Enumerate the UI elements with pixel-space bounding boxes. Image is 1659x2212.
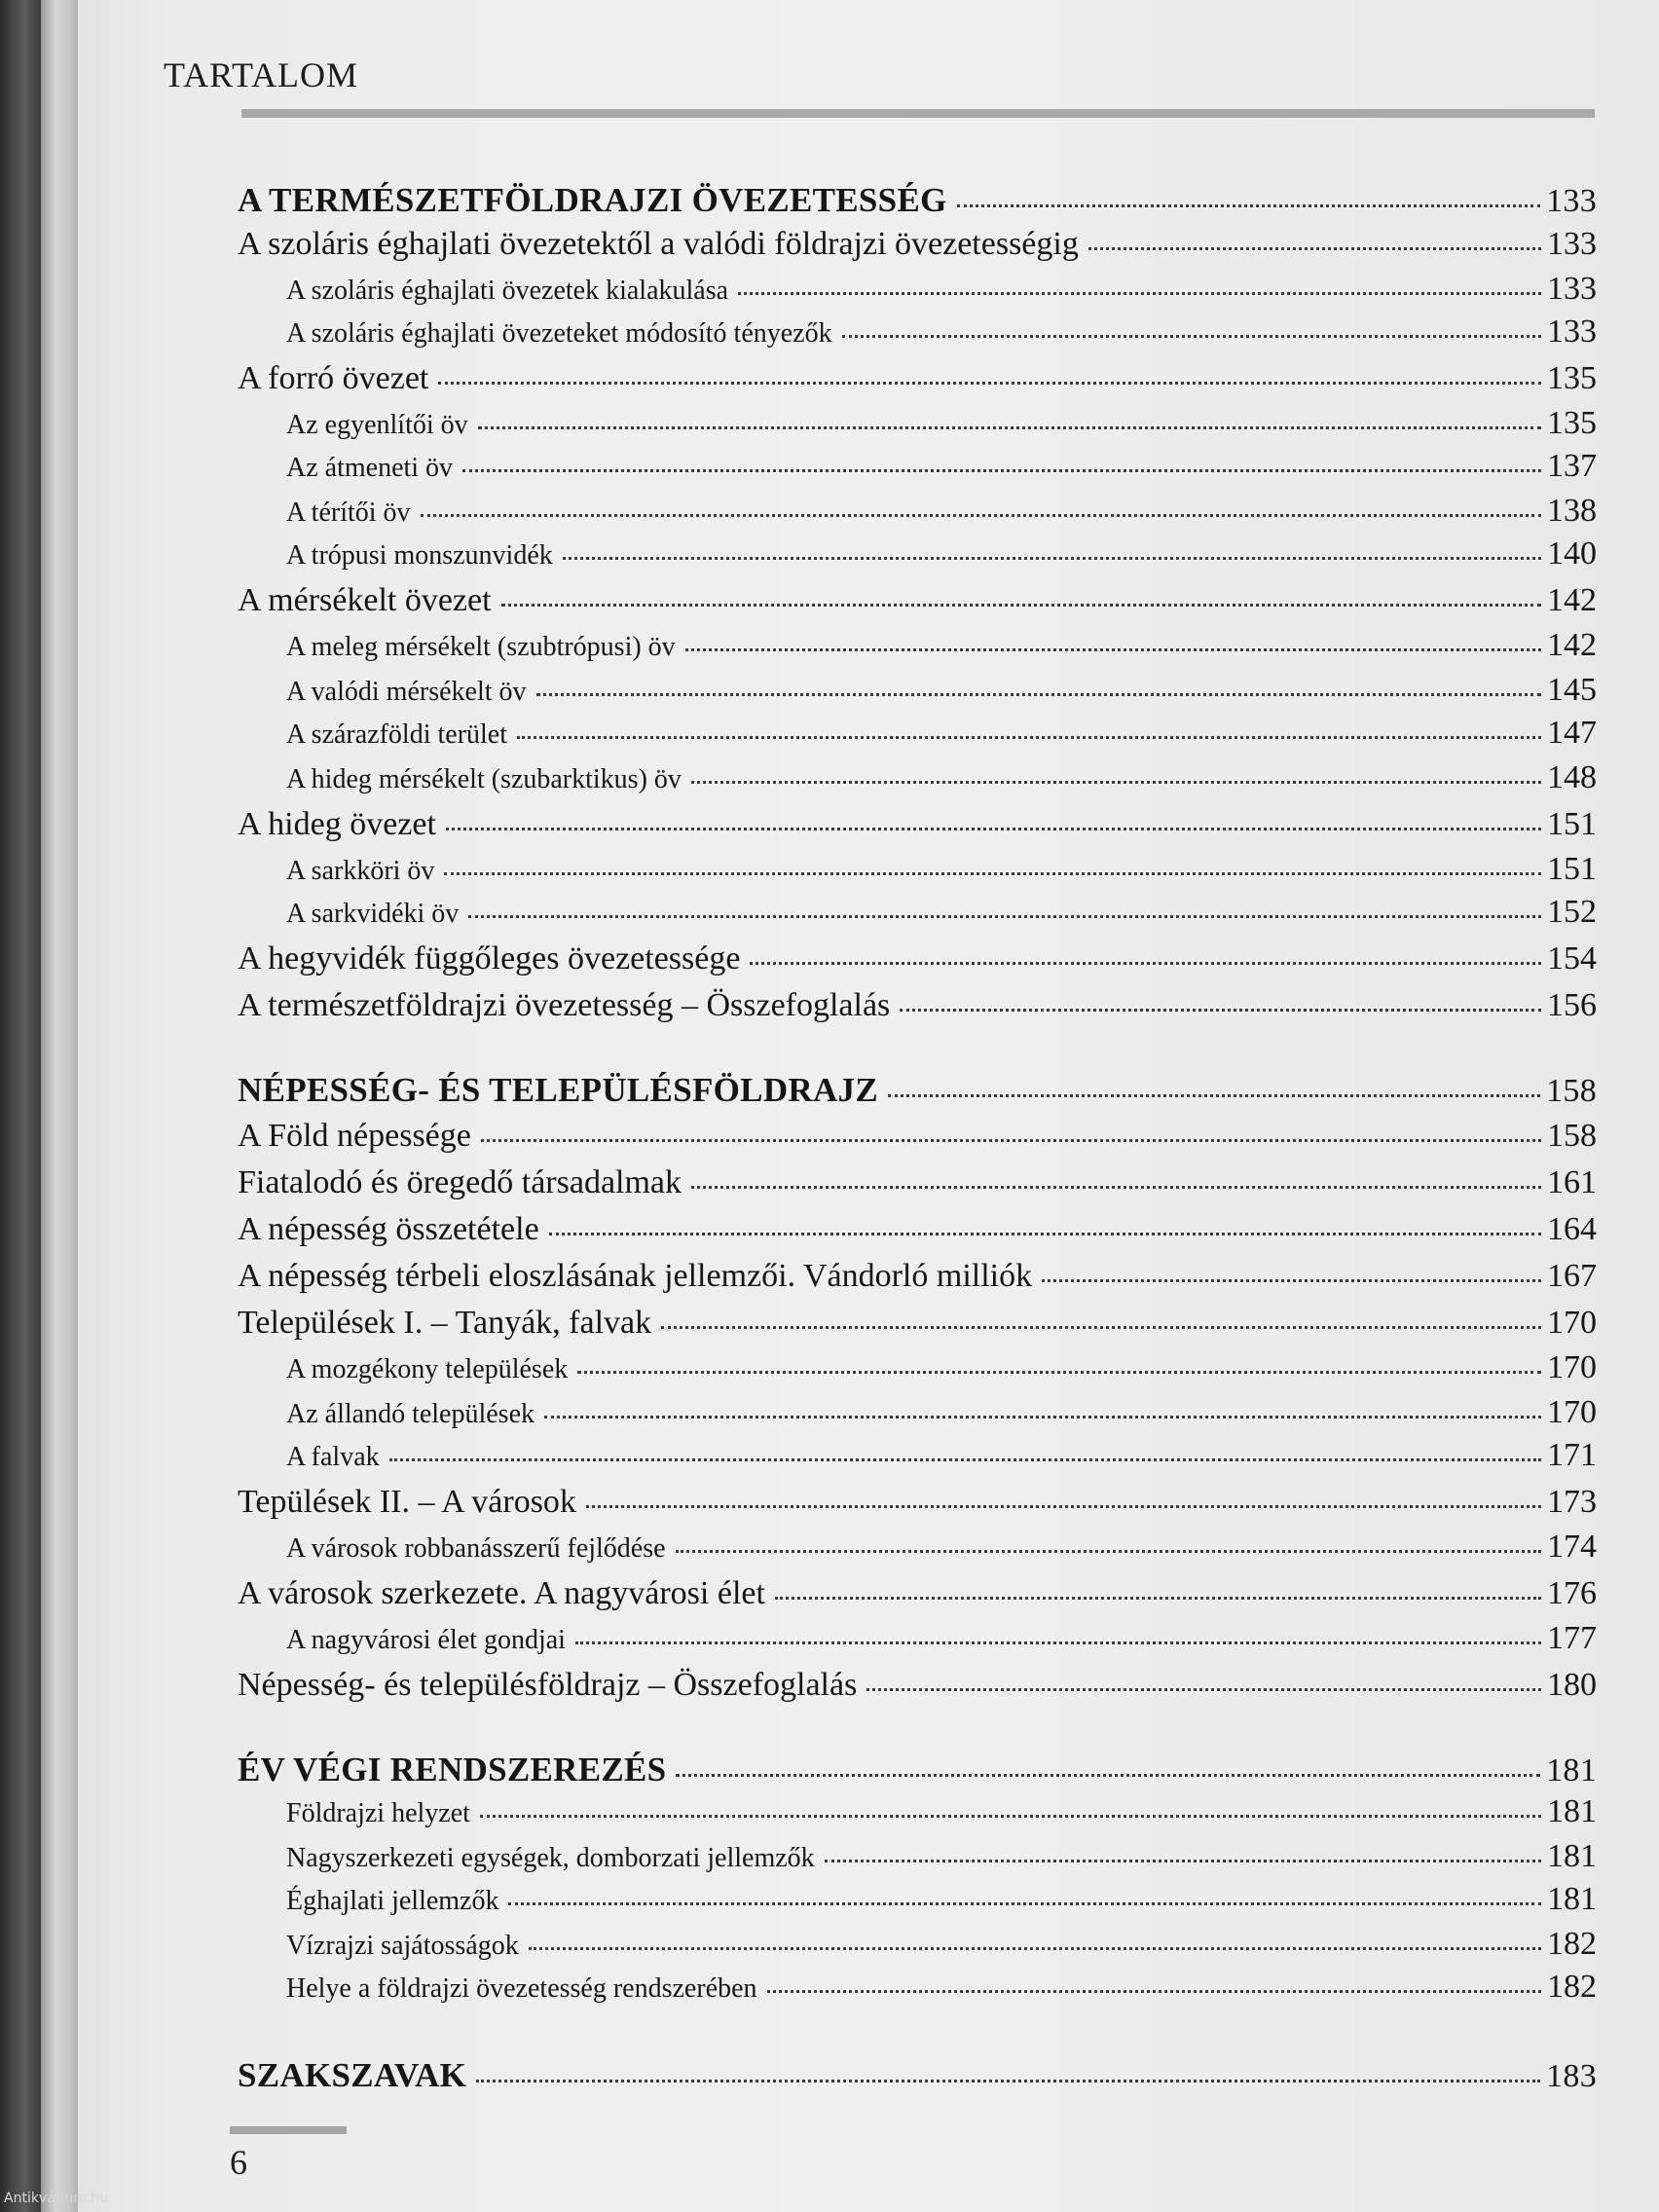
toc-entry-title: A nagyvárosi élet gondjai (286, 1625, 566, 1655)
toc-entry-page: 142 (1547, 582, 1597, 618)
toc-entry-title: A népesség összetétele (238, 1211, 539, 1247)
toc-entry-title: A városok robbanásszerű fejlődése (286, 1533, 666, 1564)
toc-entry-page: 167 (1547, 1258, 1597, 1294)
dot-leader (438, 382, 1541, 385)
toc-entry-page: 142 (1547, 627, 1597, 663)
dot-leader (468, 915, 1541, 918)
dot-leader (842, 335, 1541, 338)
toc-entry-title: A szoláris éghajlati övezetek kialakulása (286, 276, 729, 306)
dot-leader (661, 1326, 1541, 1329)
dot-leader (536, 693, 1541, 696)
toc-entry-title: Népesség- és településföldrajz – Összefoglalás (238, 1667, 858, 1703)
toc-entry-title: A Föld népessége (238, 1118, 471, 1154)
dot-leader (1042, 1279, 1541, 1282)
dot-leader (480, 1815, 1541, 1818)
dot-leader (825, 1860, 1541, 1862)
dot-leader (957, 204, 1540, 207)
dot-leader (738, 292, 1541, 295)
toc-section-heading (238, 1071, 1597, 1114)
dot-leader (691, 781, 1541, 784)
toc-subentry (286, 627, 1597, 670)
toc-entry-title: SZAKSZAVAK (238, 2056, 467, 2094)
toc-subentry (286, 448, 1597, 491)
toc-entry-page: 180 (1547, 1667, 1597, 1703)
toc-entry-page: 170 (1547, 1349, 1597, 1385)
toc-entry-page: 170 (1547, 1305, 1597, 1341)
toc-subentry (286, 851, 1597, 894)
toc-entry-page: 140 (1547, 535, 1597, 571)
dot-leader (544, 1416, 1541, 1419)
dot-leader (575, 1641, 1541, 1644)
footer-rule (230, 2126, 347, 2134)
toc-entry-page: 174 (1547, 1529, 1597, 1565)
toc-subentry (286, 1881, 1597, 1924)
dot-leader (389, 1458, 1541, 1461)
dot-leader (481, 1139, 1541, 1142)
toc-entry-page: 148 (1547, 759, 1597, 795)
dot-leader (676, 1774, 1540, 1777)
toc-entry-title: ÉV VÉGI RENDSZEREZÉS (238, 1751, 667, 1788)
dot-leader (529, 1947, 1541, 1950)
dot-leader (750, 962, 1541, 965)
toc-entry (238, 1118, 1597, 1161)
toc-entry-page: 171 (1547, 1437, 1597, 1473)
toc-entry-page: 138 (1547, 493, 1597, 529)
dot-leader (446, 828, 1541, 830)
toc-entry-title: A hideg mérsékelt (szubarktikus) öv (286, 764, 682, 794)
toc-entry-title: A mérsékelt övezet (238, 582, 492, 618)
toc-entry-title: A trópusi monszunvidék (286, 540, 553, 571)
toc-section-heading (238, 2056, 1597, 2099)
toc-entry (238, 360, 1597, 403)
dot-leader (501, 604, 1541, 607)
toc-entry-title: A városok szerkezete. A nagyvárosi élet (238, 1575, 765, 1611)
dot-leader (549, 1233, 1541, 1235)
toc-entry-title: A mozgékony települések (286, 1354, 569, 1384)
toc-entry-title: A népesség térbeli eloszlásának jellemzői. Vándorló milliók (238, 1258, 1033, 1294)
toc-entry-title: Éghajlati jellemzők (286, 1886, 499, 1916)
toc-entry-page: 152 (1547, 894, 1597, 930)
dot-leader (577, 1371, 1541, 1374)
toc-entry-title: A meleg mérsékelt (szubtrópusi) öv (286, 632, 676, 662)
toc-entry-page: 133 (1547, 271, 1597, 307)
toc-entry-title: A hegyvidék függőleges övezetessége (238, 940, 741, 977)
toc-subentry (286, 313, 1597, 356)
dot-leader (462, 469, 1541, 472)
toc-entry-title: Az átmeneti öv (286, 453, 454, 483)
toc-entry-page: 158 (1547, 1118, 1597, 1154)
toc-entry-page: 181 (1546, 1752, 1597, 1788)
dot-leader (767, 1990, 1541, 1993)
toc-entry-title: A sarkköri öv (286, 856, 435, 886)
dot-leader (685, 648, 1541, 651)
dot-leader (586, 1505, 1541, 1508)
toc-entry (238, 1305, 1597, 1347)
toc-entry-page: 176 (1547, 1575, 1597, 1611)
toc-entry (238, 987, 1597, 1030)
toc-entry-page: 145 (1547, 672, 1597, 708)
toc-entry-title: A természetföldrajzi övezetesség – Összefoglalás (238, 987, 891, 1023)
toc-subentry (286, 1926, 1597, 1969)
toc-entry-title: Vízrajzi sajátosságok (286, 1931, 519, 1961)
toc-entry-page: 156 (1547, 987, 1597, 1023)
toc-entry-title: Földrajzi helyzet (286, 1798, 470, 1828)
toc-entry-title: A sarkvidéki öv (286, 899, 460, 929)
dot-leader (900, 1009, 1541, 1012)
dot-leader (866, 1688, 1541, 1691)
toc-subentry (286, 405, 1597, 448)
toc-entry-page: 164 (1547, 1211, 1597, 1247)
dot-leader (444, 872, 1541, 875)
dot-leader (517, 736, 1541, 739)
toc-entry-title: Helye a földrajzi övezetesség rendszerében (286, 1973, 757, 2004)
dot-leader (563, 557, 1541, 560)
page-header-title: TARTALOM (164, 55, 359, 94)
dot-leader (476, 2080, 1540, 2083)
toc-subentry (286, 1620, 1597, 1663)
dot-leader (676, 1550, 1541, 1553)
toc-entry-page: 181 (1547, 1881, 1597, 1917)
toc-entry-title: Települések I. – Tanyák, falvak (238, 1305, 652, 1341)
toc-entry-title: A forró övezet (238, 360, 429, 396)
toc-entry-page: 151 (1547, 806, 1597, 842)
toc-entry-title: A falvak (286, 1442, 380, 1472)
watermark: Antikvárium.hu (4, 2191, 109, 2206)
toc-entry-page: 181 (1547, 1793, 1597, 1829)
toc-entry-title: A szoláris éghajlati övezetektől a valódi földrajzi övezetességig (238, 226, 1079, 262)
toc-section-heading (238, 181, 1597, 224)
toc-entry (238, 1575, 1597, 1618)
toc-entry-page: 133 (1546, 183, 1597, 219)
toc-entry-page: 182 (1547, 1969, 1597, 2005)
page-number: 6 (230, 2143, 247, 2182)
toc-entry-title: Fiatalodó és öregedő társadalmak (238, 1164, 682, 1200)
toc-entry (238, 1211, 1597, 1254)
toc-entry-title: A szoláris éghajlati övezeteket módosító tényezők (286, 318, 832, 349)
toc-entry (238, 582, 1597, 625)
toc-entry-title: NÉPESSÉG- ÉS TELEPÜLÉSFÖLDRAJZ (238, 1071, 878, 1109)
toc-subentry (286, 1437, 1597, 1480)
toc-entry-title: Nagyszerkezeti egységek, domborzati jellemzők (286, 1843, 815, 1873)
dot-leader (421, 514, 1541, 517)
toc-entry-page: 182 (1547, 1926, 1597, 1962)
toc-section-heading (238, 1751, 1597, 1793)
toc-entry (238, 1484, 1597, 1527)
toc-entry-title: Tepülések II. – A városok (238, 1484, 576, 1520)
toc-entry-page: 173 (1547, 1484, 1597, 1520)
toc-entry-page: 133 (1547, 226, 1597, 262)
toc-entry (238, 940, 1597, 983)
toc-entry-page: 147 (1547, 715, 1597, 751)
toc-subentry (286, 1793, 1597, 1836)
toc-entry-page: 135 (1547, 360, 1597, 396)
toc-entry-page: 137 (1547, 448, 1597, 484)
toc-entry-page: 161 (1547, 1164, 1597, 1200)
toc-entry-title: Az egyenlítői öv (286, 410, 468, 440)
toc-subentry (286, 535, 1597, 578)
dot-leader (508, 1902, 1541, 1905)
toc-subentry (286, 1529, 1597, 1571)
toc-subentry (286, 759, 1597, 802)
toc-entry (238, 1667, 1597, 1710)
dot-leader (478, 426, 1541, 429)
toc-subentry (286, 1394, 1597, 1437)
toc-entry-page: 170 (1547, 1394, 1597, 1430)
toc-entry-title: A hideg övezet (238, 806, 436, 842)
toc-entry-page: 154 (1547, 940, 1597, 977)
dot-leader (691, 1186, 1541, 1189)
toc-subentry (286, 894, 1597, 937)
dot-leader (888, 1094, 1540, 1097)
toc-subentry (286, 1969, 1597, 2011)
toc-entry-title: A térítői öv (286, 498, 411, 528)
dot-leader (1088, 247, 1541, 250)
toc-subentry (286, 672, 1597, 715)
toc-entry-page: 151 (1547, 851, 1597, 887)
toc-entry (238, 1258, 1597, 1301)
toc-entry-page: 183 (1546, 2058, 1597, 2094)
toc-entry (238, 226, 1597, 269)
dot-leader (775, 1597, 1541, 1600)
toc-entry-page: 158 (1546, 1073, 1597, 1109)
toc-entry-page: 181 (1547, 1838, 1597, 1874)
toc-subentry (286, 715, 1597, 757)
toc-entry (238, 1164, 1597, 1207)
toc-subentry (286, 1349, 1597, 1392)
toc-entry-title: A valódi mérsékelt öv (286, 677, 527, 707)
toc-subentry (286, 493, 1597, 535)
toc-entry-title: A szárazföldi terület (286, 719, 508, 750)
toc-entry-title: A TERMÉSZETFÖLDRAJZI ÖVEZETESSÉG (238, 181, 947, 219)
toc-subentry (286, 1838, 1597, 1881)
toc-entry (238, 806, 1597, 849)
toc-subentry (286, 271, 1597, 313)
toc-entry-title: Az állandó települések (286, 1399, 535, 1429)
toc-entry-page: 135 (1547, 405, 1597, 441)
toc-entry-page: 133 (1547, 313, 1597, 350)
toc-entry-page: 177 (1547, 1620, 1597, 1656)
